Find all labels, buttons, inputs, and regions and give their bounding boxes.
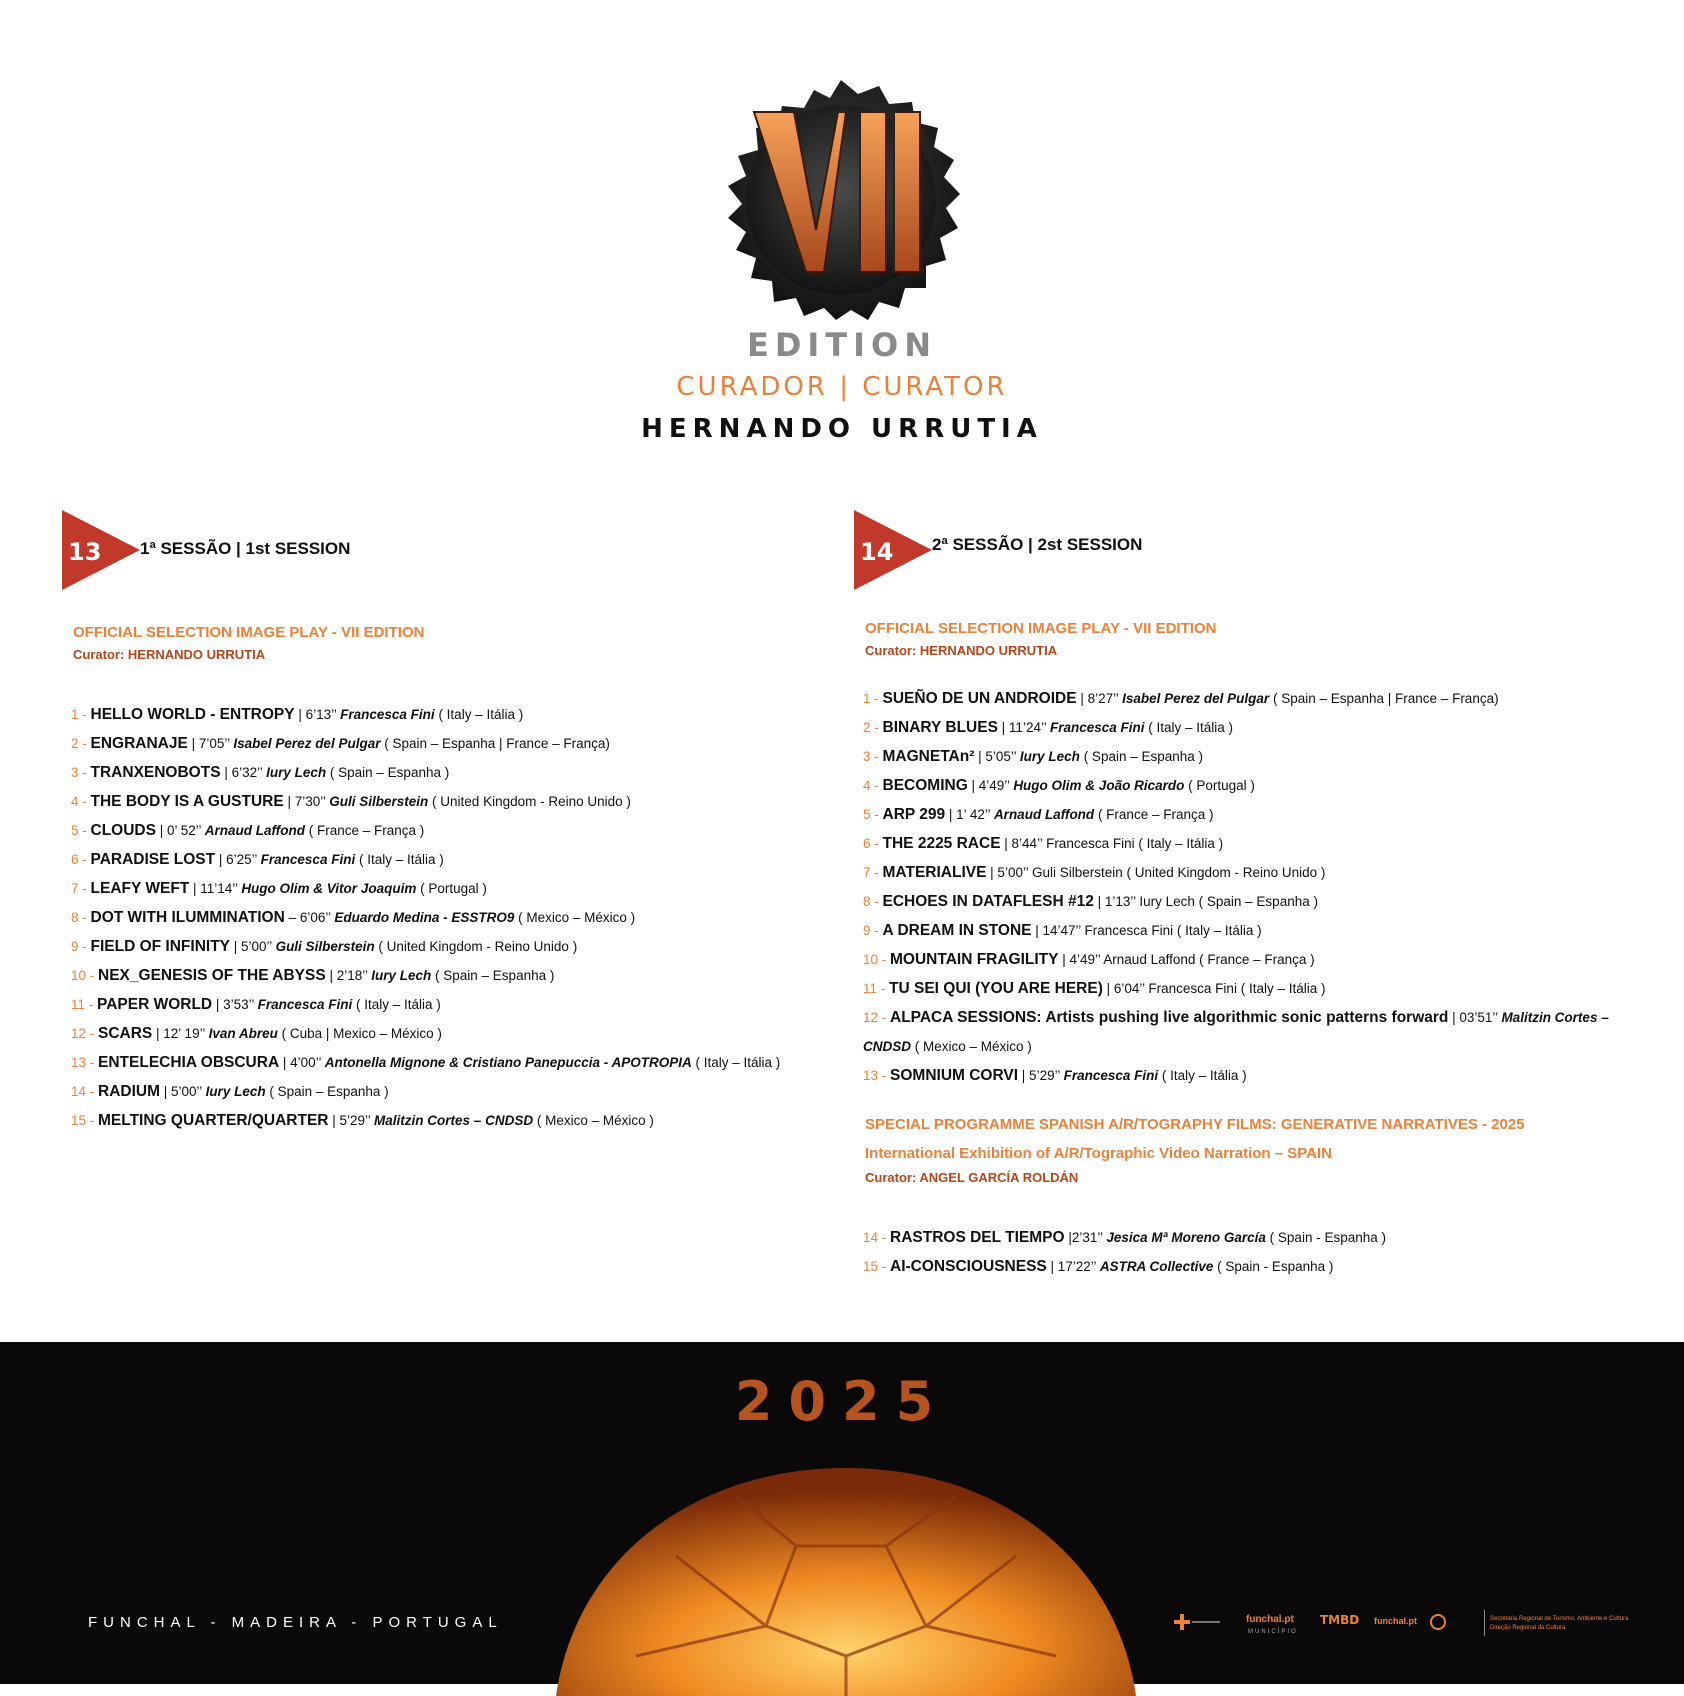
item-country: ( Spain – Espanha ): [1079, 749, 1204, 764]
item-sep: | 8’27’’: [1076, 691, 1123, 706]
item-country: ( Portugal ): [1184, 778, 1255, 793]
item-num: 10 -: [71, 968, 99, 983]
list-item: [863, 945, 1634, 974]
item-sep: | 2’18’’: [325, 968, 372, 983]
item-title: THE 2225 RACE: [882, 835, 1001, 852]
item-country: ( France – França ): [305, 823, 425, 838]
item-author: Iury Lech: [266, 765, 327, 780]
item-title: ENGRANAJE: [90, 735, 188, 752]
item-author: Isabel Perez del Pulgar: [233, 736, 381, 751]
list-item: [863, 1223, 1634, 1252]
item-num: 8 -: [71, 910, 91, 925]
item-title: MAGNETAn²: [882, 748, 975, 765]
film-list: [71, 700, 822, 1135]
film-list: [863, 684, 1634, 1003]
item-num: 3 -: [71, 765, 91, 780]
item-num: 5 -: [71, 823, 91, 838]
item-author: Francesca Fini: [340, 707, 435, 722]
item-author: ASTRA Collective: [1099, 1259, 1214, 1274]
item-country: ( France – França ): [1094, 807, 1214, 822]
sponsor-municipio: MUNICÍPIO: [1248, 1629, 1298, 1635]
sponsor-funchal-2: funchal.pt: [1374, 1616, 1417, 1626]
item-author: Hugo Olim & João Ricardo: [1013, 778, 1185, 793]
item-country: ( Spain – Espanha | France – França): [380, 736, 610, 751]
sponsor-tmbd: TMBD: [1320, 1613, 1360, 1627]
item-title: A DREAM IN STONE: [882, 922, 1032, 939]
session-title: 1ª SESSÃO | 1st SESSION: [140, 539, 351, 558]
session-1: [62, 510, 822, 1135]
item-num: 9 -: [71, 939, 91, 954]
curator-role: CURADOR | CURATOR: [676, 372, 1008, 402]
item-num: 8 -: [863, 894, 883, 909]
list-item: [71, 990, 822, 1019]
item-country: ( Italy – Itália ): [1173, 923, 1262, 938]
item-sep: | 11’24’’: [997, 720, 1050, 735]
item-title: DOT WITH ILUMMINATION: [90, 909, 285, 926]
list-item: [863, 1252, 1634, 1281]
list-item: [71, 1106, 822, 1135]
item-num: 5 -: [863, 807, 883, 822]
list-item: [71, 700, 822, 729]
item-sep: | 0’ 52’’: [155, 823, 205, 838]
location-label: FUNCHAL - MADEIRA - PORTUGAL: [88, 1614, 503, 1631]
item-num: 12 -: [71, 1026, 99, 1041]
item-num: 1 -: [863, 691, 883, 706]
item-sep: | 17’22’’: [1046, 1259, 1100, 1274]
item-author: Iury Lech: [205, 1084, 266, 1099]
item-country: ( Spain – Espanha ): [265, 1084, 389, 1099]
list-item: [863, 916, 1634, 945]
item-sep: | 6’25’’: [215, 852, 261, 867]
item-author: Iury Lech: [1019, 749, 1080, 764]
list-item: [863, 771, 1634, 800]
item-title: ENTELECHIA OBSCURA: [98, 1054, 280, 1071]
item-author: Guli Silberstein: [329, 794, 429, 809]
list-item: [863, 684, 1634, 713]
item-country: ( France – França ): [1195, 952, 1315, 967]
curator-name: HERNANDO URRUTIA: [641, 414, 1043, 444]
footer-band: [0, 1342, 1684, 1684]
item-sep: | 6’32’’: [220, 765, 267, 780]
item-sep: | 5’29’’: [328, 1113, 375, 1128]
item-country: ( Italy – Itália ): [1236, 981, 1326, 996]
item-num: 10 -: [863, 952, 891, 967]
special-film-list: [863, 1223, 1634, 1281]
item-sep: | 5’00’’: [160, 1084, 206, 1099]
item-title: TU SEI QUI (YOU ARE HERE): [889, 980, 1103, 997]
item-country: ( Italy – Itália ): [352, 997, 441, 1012]
list-item: [863, 858, 1634, 887]
list-item: [863, 742, 1634, 771]
session-2: [854, 510, 1634, 1281]
item-sep: | 11’14’’: [189, 881, 242, 896]
item-author: Arnaud Laffond: [993, 807, 1095, 822]
play-triangle-icon: [854, 510, 934, 590]
item-num: 1 -: [71, 707, 91, 722]
sponsor-drc: Direção Regional da Cultura: [1490, 1625, 1566, 1631]
item-sep: | 5’00’’ Guli Silberstein: [986, 865, 1123, 880]
item-country: ( Spain – Espanha | France – França): [1269, 691, 1499, 706]
item-sep: | 4’49’’ Arnaud Laffond: [1058, 952, 1196, 967]
item-sep: | 5’05’’: [974, 749, 1020, 764]
item-title: THE BODY IS A GUSTURE: [90, 793, 284, 810]
list-item: [863, 800, 1634, 829]
item-sep: | 6’13’’: [294, 707, 341, 722]
item-sep: | 6’04’’ Francesca Fini: [1102, 981, 1237, 996]
sponsor-funchal: funchal.pt: [1246, 1614, 1294, 1625]
edition-label: EDITION: [746, 326, 938, 364]
list-item: 13 - SOMNIUM CORVI | 5’29’’ Francesca Fini ( Italy – Itália ): [863, 1067, 1247, 1084]
list-item: [71, 874, 822, 903]
item-title: NEX_GENESIS OF THE ABYSS: [98, 967, 326, 984]
sponsor-logos: [1172, 1608, 1629, 1638]
list-item: [71, 758, 822, 787]
item-num: 3 -: [863, 749, 883, 764]
item-num: 15 -: [863, 1259, 891, 1274]
item-num: 9 -: [863, 923, 883, 938]
item-num: 14 -: [863, 1230, 891, 1245]
item-sep: | 14’47’’ Francesca Fini: [1031, 923, 1174, 938]
item-title: HELLO WORLD - ENTROPY: [90, 706, 295, 723]
item-sep: | 7’05’’: [187, 736, 234, 751]
item-country: ( Spain - Espanha ): [1213, 1259, 1334, 1274]
item-title: ARP 299: [882, 806, 946, 823]
list-item: [71, 729, 822, 758]
item-country: ( Italy – Itália ): [434, 707, 524, 722]
item-num: 7 -: [71, 881, 91, 896]
item-country: ( Mexico – México ): [533, 1113, 654, 1128]
list-item: [71, 903, 822, 932]
item-title: BINARY BLUES: [882, 719, 998, 736]
item-author: Malitzin Cortes – CNDSD: [374, 1113, 534, 1128]
item-num: 2 -: [863, 720, 883, 735]
item-num: 2 -: [71, 736, 91, 751]
item-sep: | 4’49’’: [967, 778, 1014, 793]
item-title: PARADISE LOST: [90, 851, 216, 868]
list-item: [863, 887, 1634, 916]
item-author: Hugo Olim & Vitor Joaquim: [241, 881, 417, 896]
plus-logo-icon: [1174, 1614, 1220, 1630]
item-country: ( United Kingdom - Reino Unido ): [428, 794, 631, 809]
item-num: 6 -: [863, 836, 883, 851]
list-item: 12 - ALPACA SESSIONS: Artists pushing live algorithmic sonic patterns forward | 03’51’’ Malitzin Cortes – CNDSD ( Mexico – México ): [863, 1009, 1609, 1054]
item-country: ( United Kingdom - Reino Unido ): [1122, 865, 1326, 880]
item-country: ( Spain – Espanha ): [431, 968, 555, 983]
item-country: ( Italy – Itália ): [1134, 836, 1224, 851]
play-triangle-icon: [62, 510, 142, 590]
item-author: Jesica Mª Moreno García: [1106, 1230, 1266, 1245]
item-sep: | 5’00’’: [230, 939, 276, 954]
list-item: [71, 961, 822, 990]
list-item: [71, 845, 822, 874]
item-sep: | 1’13’’ Iury Lech: [1093, 894, 1195, 909]
session-header: [854, 510, 1634, 590]
item-country: ( Spain - Espanha ): [1265, 1230, 1386, 1245]
item-title: MOUNTAIN FRAGILITY: [890, 951, 1059, 968]
item-sep: – 6’06’’: [284, 910, 335, 925]
item-title: MELTING QUARTER/QUARTER: [98, 1112, 329, 1129]
madeira-logo-icon: [1431, 1615, 1445, 1629]
item-title: LEAFY WEFT: [90, 880, 190, 897]
special-programme-subtitle: International Exhibition of A/R/Tographic Video Narration – SPAIN: [865, 1145, 1332, 1162]
item-title: MATERIALIVE: [882, 864, 987, 881]
item-title: RASTROS DEL TIEMPO: [890, 1229, 1065, 1246]
selection-curator: Curator: HERNANDO URRUTIA: [865, 643, 1058, 658]
item-title: PAPER WORLD: [97, 996, 213, 1013]
edition-logo: [696, 80, 986, 320]
item-country: ( Cuba | Mexico – México ): [277, 1026, 442, 1041]
item-country: ( Mexico – México ): [514, 910, 636, 925]
selection-title: OFFICIAL SELECTION IMAGE PLAY - VII EDITION: [865, 620, 1217, 637]
item-title: RADIUM: [98, 1083, 161, 1100]
item-num: 11 -: [71, 997, 98, 1012]
item-country: ( Spain – Espanha ): [326, 765, 450, 780]
item-num: 13 -: [71, 1055, 99, 1070]
item-title: BECOMING: [882, 777, 968, 794]
year-label: 2025: [734, 1370, 950, 1433]
item-title: SCARS: [98, 1025, 153, 1042]
item-country: ( Portugal ): [416, 881, 487, 896]
special-programme-curator: Curator: ANGEL GARCÍA ROLDÁN: [865, 1170, 1079, 1185]
item-title: ECHOES IN DATAFLESH #12: [882, 893, 1094, 910]
item-country: ( United Kingdom - Reino Unido ): [374, 939, 578, 954]
item-num: 4 -: [71, 794, 91, 809]
item-author: Francesca Fini: [260, 852, 356, 867]
item-author: Antonella Mignone & Cristiano Panepuccia - APOTROPIA: [324, 1055, 692, 1070]
selection-title: OFFICIAL SELECTION IMAGE PLAY - VII EDITION: [73, 624, 425, 641]
session-badge-number: 14: [860, 538, 894, 566]
selection-curator: Curator: HERNANDO URRUTIA: [73, 647, 266, 662]
item-author: Iury Lech: [371, 968, 432, 983]
list-item: [71, 787, 822, 816]
session-header: [62, 510, 822, 590]
item-num: 6 -: [71, 852, 91, 867]
special-programme-title: SPECIAL PROGRAMME SPANISH A/R/TOGRAPHY FILMS: GENERATIVE NARRATIVES - 2025: [865, 1116, 1525, 1133]
item-num: 15 -: [71, 1113, 99, 1128]
item-country: ( Italy – Itália ): [691, 1055, 781, 1070]
item-author: Arnaud Laffond: [204, 823, 306, 838]
item-num: 4 -: [863, 778, 883, 793]
item-country: ( Italy – Itália ): [355, 852, 444, 867]
list-item: [71, 1019, 822, 1048]
list-item: [71, 932, 822, 961]
item-title: CLOUDS: [90, 822, 156, 839]
item-sep: | 1’ 42’’: [945, 807, 994, 822]
item-sep: | 4’00’’: [279, 1055, 325, 1070]
glowing-sphere-icon: [556, 1456, 1136, 1696]
item-sep: | 8’44’’ Francesca Fini: [1000, 836, 1135, 851]
item-author: Francesca Fini: [1049, 720, 1145, 735]
list-item: [863, 713, 1634, 742]
sponsor-secretaria: Secretaria Regional de Turismo, Ambiente e Cultura: [1490, 1616, 1629, 1622]
item-title: FIELD OF INFINITY: [90, 938, 231, 955]
item-sep: | 7’30’’: [283, 794, 330, 809]
item-title: TRANXENOBOTS: [90, 764, 221, 781]
list-item: [71, 816, 822, 845]
item-num: 14 -: [71, 1084, 99, 1099]
item-country: ( Italy – Itália ): [1144, 720, 1234, 735]
item-author: Ivan Abreu: [208, 1026, 278, 1041]
item-author: Guli Silberstein: [275, 939, 375, 954]
item-title: AI-CONSCIOUSNESS: [890, 1258, 1047, 1275]
list-item: [863, 829, 1634, 858]
item-sep: | 12’ 19’’: [152, 1026, 209, 1041]
item-num: 11 -: [863, 981, 890, 996]
item-country: ( Spain – Espanha ): [1194, 894, 1318, 909]
list-item: [863, 974, 1634, 1003]
list-item: [71, 1048, 822, 1077]
item-sep: | 3’53’’: [212, 997, 258, 1012]
session-badge-number: 13: [68, 538, 102, 566]
session-title: 2ª SESSÃO | 2st SESSION: [932, 535, 1143, 554]
item-author: Francesca Fini: [257, 997, 353, 1012]
list-item: [71, 1077, 822, 1106]
item-author: Eduardo Medina - ESSTRO9: [334, 910, 515, 925]
item-title: SUEÑO DE UN ANDROIDE: [882, 690, 1077, 707]
item-num: 7 -: [863, 865, 883, 880]
item-author: Isabel Perez del Pulgar: [1122, 691, 1270, 706]
item-sep: |2’31’’: [1064, 1230, 1107, 1245]
film-list-continued: [863, 1003, 1634, 1090]
